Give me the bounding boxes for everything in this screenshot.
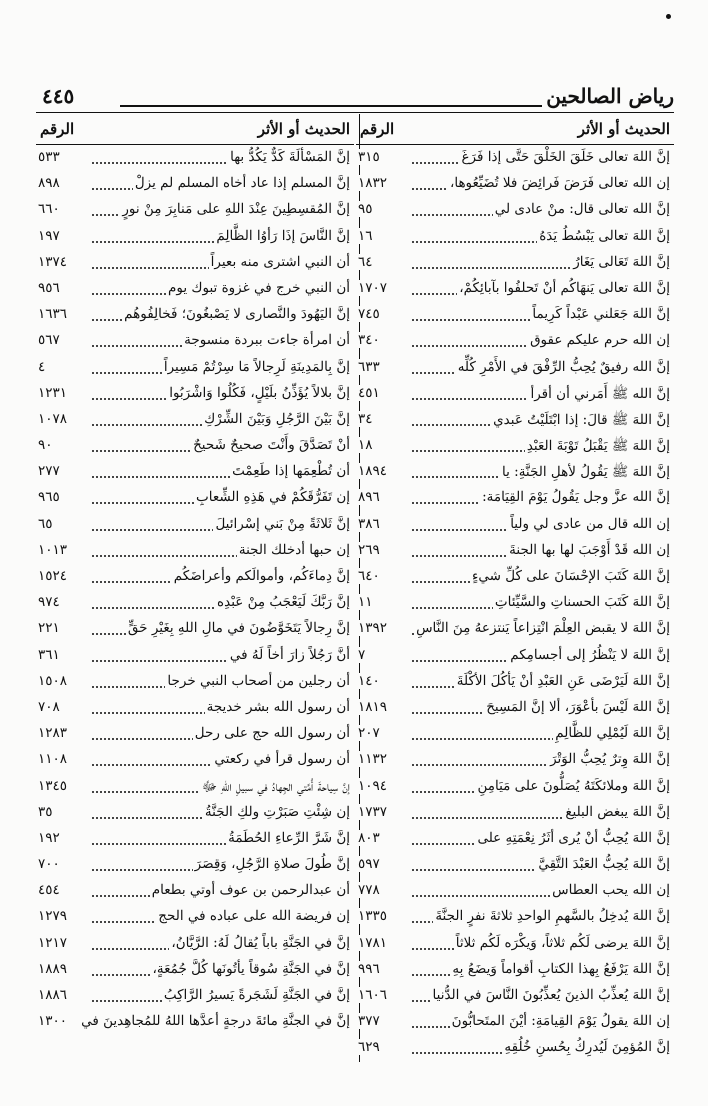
- entry-text: إنَّ اللهَ لا يَنْظُرُ إلى أجسامِكم: [510, 646, 670, 663]
- entry-number: ٤٥١: [358, 384, 380, 401]
- index-entry: [356, 904, 674, 930]
- entry-number: ٥٣٣: [38, 149, 60, 165]
- index-table: [36, 114, 674, 1064]
- index-entry: [36, 250, 354, 276]
- entry-number: ٤: [38, 358, 46, 375]
- entry-number: ٩٥: [358, 201, 373, 218]
- entry-text: إنَّ اللهَ وملائكَتَهُ يُصَلُّونَ على مَيَامِنِ: [477, 777, 670, 794]
- index-entry: [36, 328, 354, 354]
- index-entry: [356, 302, 674, 328]
- index-entry: [356, 459, 674, 485]
- entry-text: إنَّ الله تعالى قال: منْ عادى لي: [494, 201, 670, 218]
- entry-number: ١٨٨٦: [38, 987, 68, 1003]
- entry-number: ١٩٢: [38, 829, 60, 846]
- entry-text: إنَّ اللهَ ﷺ يَقْبَلُ تَوْبَةَ العَبْدِ: [525, 437, 670, 457]
- entry-number: ١٠١٣: [38, 541, 68, 558]
- entry-number: ١١٣٢: [358, 751, 388, 768]
- entry-number: ١٦٣٦: [38, 306, 68, 323]
- entry-number: ٣٤: [358, 410, 373, 427]
- entry-number: ٨٩٦: [358, 489, 380, 506]
- entry-text: إنَّ اللهَ ﷺ قالَ: إذا ابْتَلَيْتُ عَبدي: [491, 411, 670, 431]
- index-entry: [356, 931, 674, 957]
- entry-number: ٥٩٧: [358, 856, 380, 873]
- index-entry: [36, 590, 354, 616]
- index-entry: [356, 355, 674, 381]
- entry-number: ٩٩٦: [358, 960, 380, 977]
- entry-text: إنَّ المَسْألَةَ كَدٌّ يَكُدُّ بها: [230, 149, 350, 165]
- index-entry: [36, 695, 354, 721]
- entry-text: إنَّ اللهَ جَعَلني عَبْداً كَرِيماً: [532, 306, 670, 323]
- entry-text: إن الله قَدْ أَوْجَبَ لها بها الجنةَ: [509, 541, 670, 558]
- index-entry: [356, 957, 674, 983]
- index-entry: [356, 983, 674, 1009]
- entry-number: ١٧٠٧: [358, 279, 388, 296]
- index-entry: [356, 145, 674, 171]
- entry-number: ٨٩٨: [38, 175, 60, 192]
- entry-text: إنَّ بِالمَدِينَةِ لَرِجالاً مَا سِرْتُمْ مَسِيراً: [163, 358, 350, 375]
- entry-number: ١٧٣٧: [358, 803, 388, 820]
- entry-text: إنَّ اللهَ تعالى خَلَقَ الخَلْقَ حَتَّى إذا فَرَغَ: [461, 149, 670, 165]
- entry-text: أن عبدالرحمن بن عوف أوتي بطعام: [151, 882, 350, 899]
- index-entry: [356, 852, 674, 878]
- index-entry: [36, 512, 354, 538]
- entry-number: ٦٦٠: [38, 201, 60, 218]
- index-entry: [36, 459, 354, 485]
- entry-text: إنَّ رَبَّكَ لَيَعْجَبُ مِنْ عَبْدِه: [217, 594, 350, 611]
- entry-number: ٧٠٨: [38, 698, 60, 715]
- entry-text: إنَّ اللهَ لا يقبض العِلْمَ انْتِزاعاً يَنتزعهُ مِنَ النَّاسِ: [416, 620, 670, 637]
- index-entry: [356, 381, 674, 407]
- entry-number: ١٣٤٥: [38, 777, 68, 794]
- table-top-rule: [36, 112, 674, 113]
- number-column-label: الرقم: [360, 120, 395, 138]
- entry-number: ١٠٧٨: [38, 410, 68, 427]
- entry-text: إن تَفَرُّقَكُمْ في هَذِهِ الشِّعابِ: [196, 489, 350, 506]
- entry-text: إنَّ في الجنَّةِ مائةَ درجةٍ أعدَّها اللهُ للمُجاهِدينَ في: [81, 1013, 350, 1030]
- entry-number: ١٨: [358, 437, 373, 454]
- entry-text: إن الله حرم عليكم عقوق: [530, 332, 670, 349]
- index-entry: [36, 485, 354, 511]
- index-entry: [356, 276, 674, 302]
- index-entry: [36, 616, 354, 642]
- entry-text: أن النبي اشترى منه بعيراً: [210, 253, 350, 270]
- right-column: [356, 114, 674, 1062]
- page-mark: [666, 14, 671, 19]
- right-rows: [356, 145, 674, 1062]
- entry-text: إنَّ النَّاسَ إذَا رَأوُا الظَّالِمَ: [216, 227, 350, 244]
- entry-number: ٩٠: [38, 437, 53, 454]
- index-entry: [36, 800, 354, 826]
- entry-text: إنَّ اللهَ يُدخِلُ بالسَّهمِ الواحدِ ثلاثةَ نفرٍ الجنَّةَ: [435, 908, 670, 925]
- index-entry: [36, 904, 354, 930]
- entry-number: ١٢٣١: [38, 384, 68, 401]
- entry-text: إنَّ اللهَ يُعذِّبُ الذينَ يُعذِّبُونَ النَّاسَ في الدُّنيا: [432, 987, 670, 1003]
- index-entry: [36, 643, 354, 669]
- index-entry: [356, 721, 674, 747]
- entry-number: ١١: [358, 594, 373, 611]
- entry-number: ٢٧٧: [38, 463, 60, 480]
- entry-number: ١٠٩٤: [358, 777, 388, 794]
- entry-text: إنَّ اللهَ تعالى يَبْسُطُ يَدَهُ: [539, 227, 670, 244]
- index-entry: [356, 250, 674, 276]
- left-column: [36, 114, 354, 1035]
- entry-number: ١٤٠: [358, 672, 380, 689]
- entry-number: ٧: [358, 646, 366, 663]
- entry-number: ٧٧٨: [358, 882, 380, 899]
- entry-text: إنَّ سِياحةَ أُمَّتي الجِهادُ في سبيلِ اللهِ ﷻ: [200, 778, 350, 798]
- index-entry: [356, 643, 674, 669]
- header-rule: [120, 105, 542, 107]
- entry-text: إن الله يحب العطاس: [552, 882, 670, 899]
- book-title: رياض الصالحين: [546, 84, 674, 108]
- index-entry: [356, 224, 674, 250]
- index-entry: [36, 826, 354, 852]
- entry-text: أن رسول الله حج على رحل: [194, 725, 350, 742]
- entry-number: ١٨٨٩: [38, 960, 68, 977]
- index-entry: [36, 197, 354, 223]
- index-entry: [36, 276, 354, 302]
- index-entry: [36, 171, 354, 197]
- index-entry: [356, 512, 674, 538]
- index-entry: [356, 590, 674, 616]
- index-entry: [356, 197, 674, 223]
- entry-text: أن امرأة جاءت ببردة منسوجة: [184, 332, 350, 349]
- index-entry: [36, 302, 354, 328]
- entry-number: ٦٣٣: [358, 358, 380, 375]
- entry-text: إنَّ اللهَ لَيْسَ بأعْوَرَ، ألا إنَّ المَسِيحَ: [486, 698, 670, 715]
- index-entry: [36, 931, 354, 957]
- index-entry: [356, 774, 674, 800]
- entry-number: ١١٠٨: [38, 751, 68, 768]
- entry-text: إنَّ اللهَ يَرْفَعُ بِهذا الكتابِ أقواماً وَيضَعُ بِهِ: [452, 960, 670, 977]
- entry-text: إنَّ اللهَ كَتَبَ الإحْسَانَ على كُلِّ شيءٍ: [472, 568, 670, 584]
- entry-text: إنَّ الله رفيقٌ يُحِبُّ الرِّفْقَ في الأَمْرِ كُلِّه: [457, 358, 670, 375]
- entry-text: إنَّ رِجالاً يَتَخَوَّضُونَ في مالِ اللهِ بِغَيْرِ حَقٍّ: [127, 620, 350, 637]
- entry-text: إنَّ في الجَنَّةِ باباً يُقالُ لَهُ: الرَّيَّانُ،: [171, 934, 350, 951]
- entry-number: ١٢٧٩: [38, 908, 68, 925]
- right-column-header: [356, 114, 674, 145]
- index-entry: [356, 878, 674, 904]
- page-header: [36, 84, 674, 112]
- index-entry: [36, 145, 354, 171]
- entry-text: إنَّ دِماءَكُم، وأموالَكم وأعراضَكُم: [173, 568, 350, 584]
- entry-number: ١٨٣٢: [358, 175, 388, 192]
- entry-number: ٧٠٠: [38, 856, 60, 873]
- index-entry: [356, 826, 674, 852]
- entry-text: إنَّ اللهَ ﷺ يَقُولُ لأهلِ الجَنَّةِ: يا: [500, 463, 670, 483]
- entry-text: إنَّ المسلم إذا عاد أخاه المسلم لم يزلْ: [134, 175, 350, 192]
- index-entry: [356, 433, 674, 459]
- entry-text: إنَّ اللهَ يُحِبُّ أنْ يُرى أثَرُ نِعْمَتِهِ على: [477, 829, 670, 846]
- index-entry: [36, 774, 354, 800]
- entry-text: إنَّ الله ﷺ أَمَرني أن أقرأ: [528, 385, 670, 405]
- entry-text: أن رجلين من أصحاب النبي خرجا: [167, 672, 350, 689]
- index-entry: [36, 721, 354, 747]
- index-entry: [356, 171, 674, 197]
- index-entry: [356, 747, 674, 773]
- entry-number: ٥٦٧: [38, 332, 60, 349]
- entry-number: ٩٦٥: [38, 489, 60, 506]
- entry-text: إنَّ اللهَ يرضى لَكُم ثلاثاً، وَيكْرَه لَكُم ثلاثاً: [455, 934, 670, 951]
- entry-number: ١٢٨٣: [38, 725, 68, 742]
- index-entry: [36, 224, 354, 250]
- entry-number: ١٦٠٦: [358, 987, 388, 1003]
- entry-number: ٢٠٧: [358, 725, 380, 742]
- entry-number: ١٣٠٠: [38, 1013, 68, 1030]
- entry-number: ١٨٩٤: [358, 463, 388, 480]
- index-entry: [356, 328, 674, 354]
- entry-number: ١٧٨١: [358, 934, 388, 951]
- index-entry: [36, 538, 354, 564]
- hadith-column-label: الحديث أو الأثر: [577, 120, 670, 138]
- index-entry: [356, 616, 674, 642]
- entry-text: إنَّ الله عزَّ وجل يَقُولُ يَوْمَ القِيَامَة:: [482, 489, 670, 506]
- entry-text: إنَّ اللهَ تَعَالى يَغَارُ: [573, 253, 670, 270]
- entry-number: ٦٤٠: [358, 568, 380, 584]
- entry-text: إن اللهَ يقولُ يَوْمَ القِيامَةِ: أيْنَ المتَحابُّونَ: [451, 1013, 670, 1030]
- index-entry: [36, 433, 354, 459]
- index-entry: [36, 878, 354, 904]
- entry-text: إنَّ اللهَ وِترٌ يُحِبُّ الوَتْرَ: [550, 751, 670, 768]
- entry-number: ١٣٧٤: [38, 253, 68, 270]
- index-entry: [356, 485, 674, 511]
- index-entry: [356, 695, 674, 721]
- entry-number: ١٢١٧: [38, 934, 68, 951]
- index-entry: [36, 852, 354, 878]
- entry-text: إنَّ اللهَ لَيُمْلِي للظَّالِمِ: [555, 725, 670, 742]
- entry-text: إنَّ اللهَ يبغض البليغ: [565, 803, 670, 820]
- hadith-column-label: الحديث أو الأثر: [257, 120, 350, 138]
- entry-number: ٣٥: [38, 803, 53, 820]
- index-entry: [36, 564, 354, 590]
- index-entry: [36, 407, 354, 433]
- entry-text: إنَّ اليَهُودَ والنَّصارى لا يَصْبغُونَ؛ فَخالِفُوهُم: [124, 306, 350, 323]
- entry-number: ٢٦٩: [358, 541, 380, 558]
- index-entry: [36, 1009, 354, 1035]
- entry-number: ٧٤٥: [358, 306, 380, 323]
- entry-text: أن رسول الله بشر خديجة: [206, 698, 350, 715]
- index-entry: [356, 564, 674, 590]
- index-entry: [356, 800, 674, 826]
- index-entry: [36, 957, 354, 983]
- left-column-header: [36, 114, 354, 145]
- entry-number: ٣٦١: [38, 646, 60, 663]
- left-rows: [36, 145, 354, 1035]
- entry-text: أن النبي خرج في غزوة تبوك يوم: [167, 279, 350, 296]
- entry-number: ٣١٥: [358, 149, 380, 165]
- entry-number: ١٣٣٥: [358, 908, 388, 925]
- entry-number: ٤٥٤: [38, 882, 60, 899]
- entry-text: إنَّ المُقسِطِينَ عِنْدَ اللهِ على مَنابِرَ مِنْ نورٍ: [122, 201, 350, 218]
- entry-text: إنَّ ثَلاثَةً مِنْ بَني إسْرائيلَ: [215, 515, 350, 532]
- entry-text: إنَّ اللهَ تعالى يَنهَاكُم أنْ تَحلفُوا بآبائِكُمْ،: [459, 279, 670, 296]
- entry-text: إنَّ طُولَ صلاةِ الرَّجُلِ، وَقِصَرَ: [194, 856, 350, 873]
- index-entry: [356, 1035, 674, 1061]
- entry-text: أنَّ رَجُلاً زارَ أخاً لَهُ في: [229, 646, 350, 663]
- entry-text: إنَّ اللهَ كَتَبَ الحسناتِ والسَّيِّئاتِ: [494, 594, 670, 611]
- entry-text: إن الله تعالى فَرَضَ فَرائِضَ فلا تُضَيِّعُوها،: [449, 175, 670, 192]
- entry-text: إنَّ اللهَ لَيَرْضَى عَنِ العَبْدِ أنْ يَأكُلَ الأكْلَةَ: [456, 672, 670, 689]
- entry-text: إنَّ في الجَنَّةِ سُوقاً يأتُونَها كُلَّ جُمُعَةٍ،: [152, 960, 350, 977]
- entry-text: إنَّ المُؤمِنَ لَيُدرِكُ بِحُسنِ خُلُقِهِ: [504, 1039, 670, 1056]
- index-entry: [36, 381, 354, 407]
- entry-number: ١٨١٩: [358, 698, 388, 715]
- entry-number: ٦٤: [358, 253, 373, 270]
- entry-text: إنَّ اللهَ يُحِبُّ العَبْدَ التَّقِيَّ: [538, 856, 670, 873]
- entry-number: ٣٧٧: [358, 1013, 380, 1030]
- entry-text: إنَّ بلالاً يُؤَذِّنُ بلَيْلٍ، فَكُلُوا وَاشْرَبُوا: [169, 384, 350, 401]
- index-entry: [36, 747, 354, 773]
- entry-text: أنْ تَصَدَّقَ وأَنْتَ صحيحٌ شَحيحٌ: [193, 437, 350, 454]
- index-entry: [36, 983, 354, 1009]
- entry-number: ١٥٠٨: [38, 672, 68, 689]
- entry-number: ٨٠٣: [358, 829, 380, 846]
- index-entry: [356, 407, 674, 433]
- entry-text: إنَّ شَرَّ الرِّعاءِ الحُطَمَةُ: [228, 829, 350, 846]
- entry-text: إن حبها أدخلك الجنة: [238, 541, 350, 558]
- entry-number: ١٣٩٢: [358, 620, 388, 637]
- entry-text: أن تُطْعِمَها إذا طَعِمْتَ: [232, 463, 350, 480]
- entry-text: إن شِئْتِ صَبَرْتِ ولكِ الجَنَّةُ: [204, 803, 350, 820]
- entry-number: ٣٤٠: [358, 332, 380, 349]
- entry-number: ٢٢١: [38, 620, 60, 637]
- entry-text: إن الله قال من عادى لي ولياً: [510, 515, 670, 532]
- index-entry: [36, 355, 354, 381]
- index-entry: [356, 669, 674, 695]
- entry-text: إن فريضة الله على عباده في الحج: [158, 908, 350, 925]
- entry-number: ٩٥٦: [38, 279, 60, 296]
- entry-number: ٣٨٦: [358, 515, 380, 532]
- entry-number: ٩٧٤: [38, 594, 60, 611]
- entry-number: ١٩٧: [38, 227, 60, 244]
- index-entry: [356, 1009, 674, 1035]
- entry-number: ١٥٢٤: [38, 568, 68, 584]
- entry-text: إنَّ بَيْنَ الرَّجُلِ وَبَيْنَ الشِّرْكِ: [204, 410, 350, 427]
- entry-number: ١٦: [358, 227, 373, 244]
- entry-number: ٦٢٩: [358, 1039, 380, 1056]
- number-column-label: الرقم: [40, 120, 75, 138]
- entry-text: أن رسول قرأ في ركعتي: [214, 751, 350, 768]
- entry-number: ٦٥: [38, 515, 53, 532]
- page-number: ٤٤٥: [42, 84, 75, 108]
- entry-text: إنَّ في الجَنَّةِ لَشَجَرةً يَسيرُ الرَّاكِبُ: [163, 987, 350, 1003]
- index-entry: [356, 538, 674, 564]
- index-entry: [36, 669, 354, 695]
